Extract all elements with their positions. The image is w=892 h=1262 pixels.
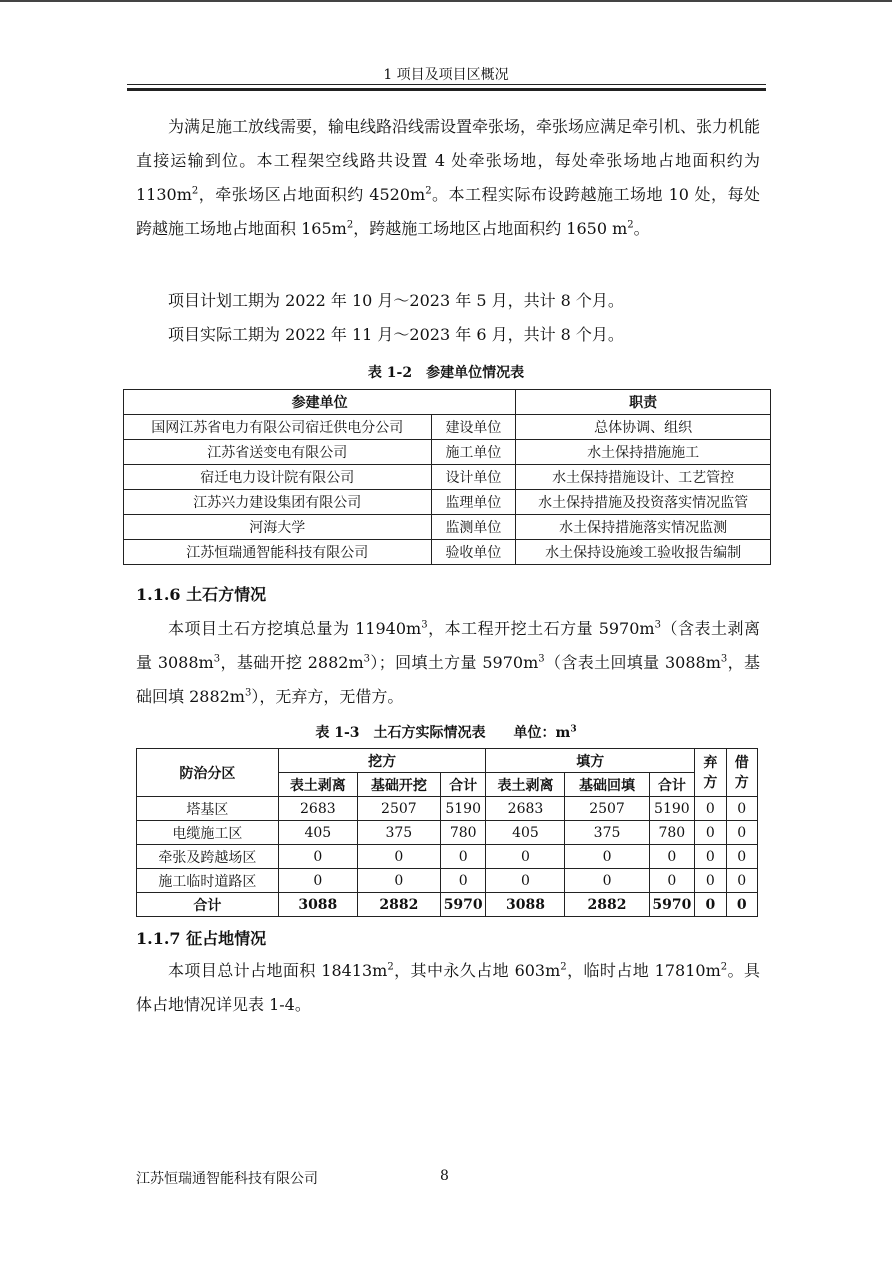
top-border-line: [0, 0, 892, 2]
zone-name: 牵张及跨越场区: [137, 845, 279, 869]
unit-duty: 水土保持措施施工: [516, 440, 771, 465]
cell: 2683: [486, 797, 565, 821]
cell: 0: [695, 821, 726, 845]
unit-name: 宿迁电力设计院有限公司: [124, 465, 432, 490]
text-segment: （含表土回填量 3088m: [544, 653, 721, 672]
cell: 405: [278, 821, 357, 845]
header-dig: 挖方: [278, 749, 486, 773]
superscript: 2: [191, 185, 199, 197]
table-participating-units: [123, 389, 771, 565]
paragraph-earthwork: [136, 612, 760, 714]
subheader: 基础开挖: [357, 773, 440, 797]
cell: 0: [565, 869, 649, 893]
table-row: [124, 515, 771, 540]
paragraph-planned-period: 项目计划工期为 2022 年 10 月～2023 年 5 月，共计 8 个月。: [168, 291, 624, 310]
footer-company: 江苏恒瑞通智能科技有限公司: [136, 1171, 318, 1187]
unit-duty: 水土保持措施落实情况监测: [516, 515, 771, 540]
text-segment: ），无弃方，无借方。: [251, 687, 404, 706]
cell: 0: [726, 821, 757, 845]
cell: 405: [486, 821, 565, 845]
table-row: [124, 465, 771, 490]
text-segment: ，本工程开挖土石方量 5970m: [427, 619, 655, 638]
cell: 0: [357, 845, 440, 869]
subheader: 表土剥离: [486, 773, 565, 797]
text-segment: 。: [633, 219, 650, 238]
total-cell: 2882: [565, 893, 649, 917]
total-cell: 5970: [440, 893, 486, 917]
table-row: [137, 869, 758, 893]
table-1-2-caption: 表 1-2 参建单位情况表: [367, 365, 525, 381]
cell: 2507: [565, 797, 649, 821]
text-segment: ，牵张场区占地面积约 4520m: [198, 185, 426, 204]
superscript: 3: [720, 653, 728, 665]
total-label: 合计: [137, 893, 279, 917]
cell: 0: [726, 869, 757, 893]
table-1-3-caption: [0, 722, 892, 742]
cell: 0: [357, 869, 440, 893]
unit-role: 验收单位: [431, 540, 516, 565]
header-waste-text: 弃方: [703, 754, 718, 791]
cell: 780: [440, 821, 486, 845]
cell: 375: [357, 821, 440, 845]
text-segment: ）；回填土方量 5970m: [370, 653, 539, 672]
table-header-row: [124, 390, 771, 415]
cell: 0: [695, 869, 726, 893]
table-row: [137, 845, 758, 869]
total-cell: 3088: [278, 893, 357, 917]
zone-name: 电缆施工区: [137, 821, 279, 845]
table-earthwork: [136, 748, 758, 917]
header-borrow: [726, 749, 757, 797]
caption-text: 表 1-3 土石方实际情况表 单位：m: [315, 725, 571, 741]
unit-name: 国网江苏省电力有限公司宿迁供电分公司: [124, 415, 432, 440]
unit-role: 设计单位: [431, 465, 516, 490]
cell: 5190: [649, 797, 695, 821]
text-segment: 。本工程实际布设跨越施工场地 10 处，每处跨越施工场地占地面积 165m: [136, 185, 760, 238]
superscript: 3: [244, 687, 252, 699]
cell: 0: [486, 869, 565, 893]
header-borrow-text: 借方: [734, 754, 749, 791]
header-duty: 职责: [516, 390, 771, 415]
zone-name: 塔基区: [137, 797, 279, 821]
text-segment: ，其中永久占地 603m: [393, 961, 561, 980]
superscript: 3: [363, 653, 370, 665]
header-zone: 防治分区: [137, 749, 279, 797]
subheader: 表土剥离: [278, 773, 357, 797]
page-number: 8: [440, 1168, 449, 1184]
unit-duty: 水土保持措施设计、工艺管控: [516, 465, 771, 490]
table-row: [124, 540, 771, 565]
unit-duty: 水土保持设施竣工验收报告编制: [516, 540, 771, 565]
unit-name: 江苏恒瑞通智能科技有限公司: [124, 540, 432, 565]
superscript: 2: [627, 219, 634, 231]
cell: 0: [695, 845, 726, 869]
superscript: 3: [654, 619, 661, 631]
cell: 375: [565, 821, 649, 845]
paragraph-tension-field: [136, 110, 760, 246]
total-cell: 0: [695, 893, 726, 917]
table-row: [124, 490, 771, 515]
subheader: 合计: [440, 773, 486, 797]
cell: 0: [440, 869, 486, 893]
zone-name: 施工临时道路区: [137, 869, 279, 893]
total-cell: 5970: [649, 893, 695, 917]
subheader: 合计: [649, 773, 695, 797]
superscript: 3: [213, 653, 221, 665]
superscript: 3: [421, 619, 428, 631]
section-heading-1-1-7: 1.1.7 征占地情况: [136, 929, 267, 948]
superscript: 2: [346, 219, 354, 231]
total-cell: 0: [726, 893, 757, 917]
text-segment: 为满足施工放线需要，输电线路沿线需设置牵张场，牵张场应满足牵引机、张力机能直接运输到位。本工程架空线路共设置 4 处牵张场地，每处牵张场地占地面积约为 1130m: [136, 117, 761, 204]
header-unit: 参建单位: [124, 390, 516, 415]
table-row: [137, 797, 758, 821]
unit-duty: 总体协调、组织: [516, 415, 771, 440]
subheader: 基础回填: [565, 773, 649, 797]
section-heading-1-1-6: 1.1.6 土石方情况: [136, 585, 267, 604]
unit-duty: 水土保持措施及投资落实情况监管: [516, 490, 771, 515]
cell: 0: [726, 797, 757, 821]
table-row: [137, 821, 758, 845]
text-segment: 。具体占地情况详见表 1-4。: [136, 961, 760, 1014]
cell: 0: [278, 845, 357, 869]
cell: 0: [726, 845, 757, 869]
header-fill: 填方: [486, 749, 695, 773]
unit-role: 监理单位: [431, 490, 516, 515]
cell: 0: [649, 845, 695, 869]
text-segment: （含表土剥离量 3088m: [136, 619, 760, 672]
unit-role: 监测单位: [431, 515, 516, 540]
cell: 780: [649, 821, 695, 845]
paragraph-land-occupation: [136, 954, 760, 1022]
superscript: 2: [425, 185, 432, 197]
cell: 0: [565, 845, 649, 869]
superscript: 2: [720, 961, 728, 973]
running-header: 1 项目及项目区概况: [383, 67, 509, 83]
text-segment: ，基础开挖 2882m: [220, 653, 364, 672]
cell: 2683: [278, 797, 357, 821]
text-segment: 本项目总计占地面积 18413m: [168, 961, 388, 980]
cell: 5190: [440, 797, 486, 821]
cell: 0: [695, 797, 726, 821]
cell: 2507: [357, 797, 440, 821]
text-segment: 本项目土石方挖填总量为 11940m: [168, 619, 422, 638]
total-cell: 3088: [486, 893, 565, 917]
table-total-row: [137, 893, 758, 917]
superscript: 3: [570, 724, 577, 735]
unit-role: 建设单位: [431, 415, 516, 440]
superscript: 2: [387, 961, 394, 973]
header-rule-thin: [127, 84, 766, 85]
cell: 0: [486, 845, 565, 869]
unit-name: 江苏省送变电有限公司: [124, 440, 432, 465]
text-segment: ，临时占地 17810m: [566, 961, 721, 980]
unit-name: 江苏兴力建设集团有限公司: [124, 490, 432, 515]
unit-name: 河海大学: [124, 515, 432, 540]
text-segment: ，基础回填 2882m: [136, 653, 760, 706]
table-row: [124, 415, 771, 440]
header-waste: [695, 749, 726, 797]
paragraph-actual-period: 项目实际工期为 2022 年 11 月～2023 年 6 月，共计 8 个月。: [168, 325, 624, 344]
table-row: [124, 440, 771, 465]
text-segment: ，跨越施工场地区占地面积约 1650 m: [353, 219, 628, 238]
cell: 0: [649, 869, 695, 893]
superscript: 3: [538, 653, 545, 665]
superscript: 2: [560, 961, 567, 973]
cell: 0: [440, 845, 486, 869]
total-cell: 2882: [357, 893, 440, 917]
unit-role: 施工单位: [431, 440, 516, 465]
cell: 0: [278, 869, 357, 893]
header-rule-thick: [127, 88, 766, 91]
table-header-row: [137, 749, 758, 773]
